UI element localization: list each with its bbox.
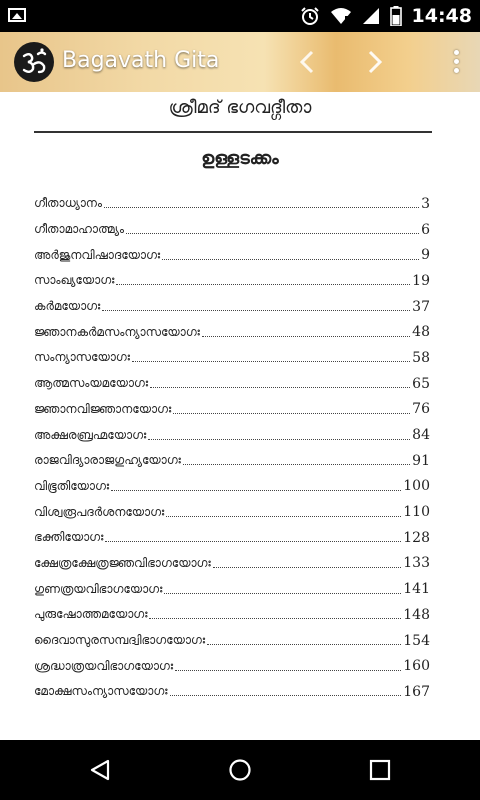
toc-item-name: സാംഖ്യയോഗഃ [34, 273, 115, 288]
toc-item-page: 141 [403, 581, 430, 598]
toc-item-name: ഗീതാധ്യാനം [34, 196, 102, 211]
leader-dots [148, 439, 410, 440]
toc-item[interactable] [34, 628, 430, 654]
toc-item[interactable] [34, 242, 430, 268]
toc-item[interactable] [34, 525, 430, 551]
leader-dots [102, 310, 410, 311]
toc-item-page: 3 [421, 195, 430, 212]
toc-item-page: 37 [412, 298, 430, 315]
toc-item[interactable] [34, 397, 430, 423]
toc-item-name: ക്ഷേത്രക്ഷേത്രജ്ഞവിഭാഗയോഗഃ [34, 555, 211, 570]
toc-item-name: ഗീതാമാഹാത്മ്യം [34, 222, 124, 237]
home-icon[interactable] [200, 740, 280, 800]
toc-item-page: 148 [403, 606, 430, 623]
toc-item-page: 6 [421, 221, 430, 238]
toc-item-name: വിഭൂതിയോഗഃ [34, 478, 110, 493]
toc-item-name: അക്ഷരബ്രഹ്മയോഗഃ [34, 427, 147, 442]
toc-item-page: 58 [412, 349, 430, 366]
toc-item[interactable] [34, 217, 430, 243]
om-icon[interactable] [14, 42, 54, 82]
leader-dots [149, 618, 401, 619]
toc-item-page: 65 [412, 375, 430, 392]
toc-item[interactable] [34, 422, 430, 448]
leader-dots [126, 233, 419, 234]
toc-item-page: 160 [403, 658, 430, 675]
leader-dots [166, 516, 401, 517]
leader-dots [175, 670, 401, 671]
toc-item-name: കർമയോഗഃ [34, 299, 101, 314]
toc-item[interactable] [34, 499, 430, 525]
leader-dots [213, 567, 402, 568]
contents-heading: ഉള്ളടക്കം [201, 148, 279, 169]
toc-item-name: സംന്യാസയോഗഃ [34, 350, 130, 365]
leader-dots [105, 541, 401, 542]
toc-item-page: 91 [412, 452, 430, 469]
app-bar [0, 32, 480, 92]
signal-icon [362, 7, 380, 25]
toc-item-page: 154 [403, 632, 430, 649]
toc-item-page: 84 [412, 427, 430, 444]
toc-item-page: 9 [421, 247, 430, 264]
toc-item-page: 19 [412, 272, 430, 289]
toc-item-page: 76 [412, 401, 430, 418]
leader-dots [183, 464, 410, 465]
leader-dots [150, 387, 410, 388]
status-bar [0, 0, 480, 32]
status-time: 14:48 [411, 5, 472, 27]
toc-item[interactable] [34, 345, 430, 371]
toc-item-page: 133 [403, 555, 430, 572]
toc-item-name: ശ്രദ്ധാത്രയവിഭാഗയോഗഃ [34, 658, 174, 673]
toc-item-name: പുരുഷോത്തമയോഗഃ [34, 607, 148, 622]
system-nav-bar [0, 740, 480, 800]
previous-icon[interactable] [298, 50, 316, 74]
leader-dots [162, 259, 419, 260]
toc-item-name: ഭക്തിയോഗഃ [34, 530, 104, 545]
status-icons [300, 0, 472, 32]
toc-item-name: മോക്ഷസംന്യാസയോഗഃ [34, 684, 168, 699]
leader-dots [116, 284, 410, 285]
toc-item[interactable] [34, 371, 430, 397]
toc-item[interactable] [34, 294, 430, 320]
table-of-contents [34, 191, 430, 705]
toc-item-name: അർജുനവിഷാദയോഗഃ [34, 247, 161, 262]
toc-item-name: ജ്ഞാനവിജ്ഞാനയോഗഃ [34, 401, 172, 416]
toc-item-page: 110 [403, 504, 430, 521]
app-title: Bagavath Gita [62, 48, 220, 73]
toc-item-name: വിശ്വരൂപദർശനയോഗഃ [34, 504, 165, 519]
leader-dots [104, 207, 419, 208]
recents-icon[interactable] [340, 740, 420, 800]
back-icon[interactable] [60, 740, 140, 800]
toc-item-page: 128 [403, 529, 430, 546]
toc-item[interactable] [34, 679, 430, 705]
toc-item-name: ഗുണത്രയവിഭാഗയോഗഃ [34, 581, 163, 596]
toc-item[interactable] [34, 576, 430, 602]
leader-dots [202, 336, 410, 337]
leader-dots [164, 593, 401, 594]
wifi-icon [330, 7, 352, 25]
toc-item[interactable] [34, 268, 430, 294]
toc-item-name: രാജവിദ്യാരാജഗുഹ്യയോഗഃ [34, 453, 181, 468]
toc-item[interactable] [34, 319, 430, 345]
toc-item-name: ദൈവാസുരസമ്പദ്വിഭാഗയോഗഃ [34, 633, 206, 648]
leader-dots [111, 490, 401, 491]
toc-item-page: 48 [412, 324, 430, 341]
leader-dots [207, 644, 401, 645]
leader-dots [173, 413, 410, 414]
image-icon [8, 8, 26, 22]
toc-item[interactable] [34, 551, 430, 577]
toc-item[interactable] [34, 602, 430, 628]
toc-item[interactable] [34, 653, 430, 679]
toc-item-name: ആത്മസംയമയോഗഃ [34, 376, 149, 391]
toc-item-page: 167 [403, 683, 430, 700]
leader-dots [132, 361, 410, 362]
battery-icon [390, 6, 402, 26]
toc-item-page: 100 [403, 478, 430, 495]
overflow-menu-icon[interactable] [454, 50, 460, 77]
book-heading: ശ്രീമദ് ഭഗവദ്ഗീതാ [168, 97, 312, 118]
next-icon[interactable] [366, 50, 384, 74]
toc-item[interactable] [34, 474, 430, 500]
toc-item[interactable] [34, 191, 430, 217]
toc-item-name: ജ്ഞാനകർമസംന്യാസയോഗഃ [34, 324, 200, 339]
toc-item[interactable] [34, 448, 430, 474]
heading-divider [34, 131, 432, 133]
leader-dots [170, 695, 402, 696]
alarm-icon [300, 6, 320, 26]
